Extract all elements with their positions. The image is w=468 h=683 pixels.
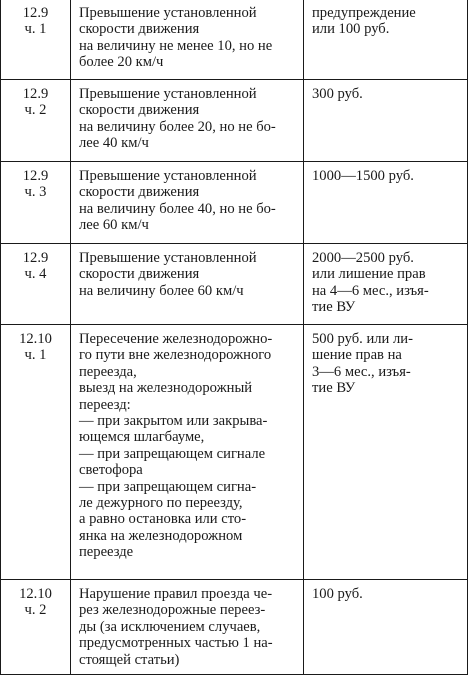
violation-description: Превышение установленной скорости движения на величину более 60 км/ч [71,244,304,325]
article-code: 12.9 ч. 1 [1,0,71,80]
penalty-cell: предупреждение или 100 руб. [304,0,468,80]
article-code: 12.10 ч. 2 [1,580,71,675]
table-row [1,244,468,325]
violation-description: Превышение установленной скорости движения на величину более 40, но не бо- лее 60 км/ч [71,162,304,244]
table-row [1,80,468,162]
violation-description: Нарушение правил проезда че- рез железнодорожные переез- ды (за исключением случаев, предусмотренных частью 1 на- стоящей статьи) [71,580,304,675]
violation-description: Превышение установленной скорости движения на величину не менее 10, но не более 20 км/ч [71,0,304,80]
article-code: 12.9 ч. 2 [1,80,71,162]
penalty-cell: 300 руб. [304,80,468,162]
penalty-cell: 100 руб. [304,580,468,675]
table-row [1,162,468,244]
article-code: 12.9 ч. 4 [1,244,71,325]
violation-description: Превышение установленной скорости движения на величину более 20, но не бо- лее 40 км/ч [71,80,304,162]
violation-description: Пересечение железнодорожно- го пути вне железнодорожного переезда, выезд на железнодорожный переезд: — при закрытом или закрыва- ющемся шлагбауме, — при запрещающем сигнале светофора — при запрещающем сигна- ле дежурного по переезду, а равно остановка или сто- янка на железнодорожном переезде [71,325,304,580]
penalty-cell: 500 руб. или ли- шение прав на 3—6 мес., изъя- тие ВУ [304,325,468,580]
penalty-cell: 2000—2500 руб. или лишение прав на 4—6 мес., изъя- тие ВУ [304,244,468,325]
article-code: 12.10 ч. 1 [1,325,71,580]
penalty-cell: 1000—1500 руб. [304,162,468,244]
article-code: 12.9 ч. 3 [1,162,71,244]
table-row [1,0,468,80]
table-row [1,580,468,675]
table-row [1,325,468,580]
